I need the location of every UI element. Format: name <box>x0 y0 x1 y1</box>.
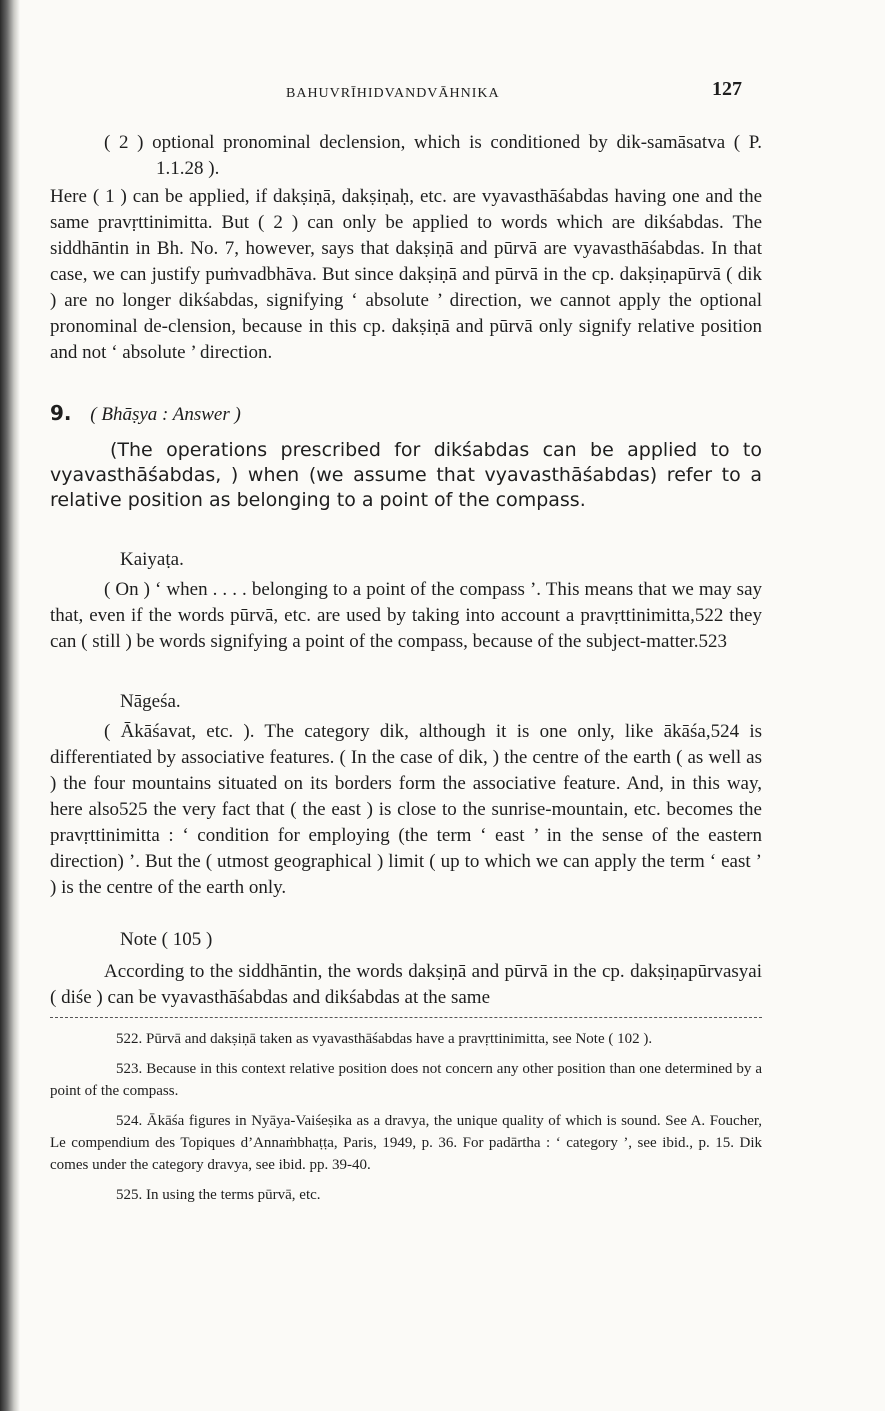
page-number: 127 <box>712 78 742 100</box>
note-105-heading: Note ( 105 ) <box>120 929 213 950</box>
footnote-divider <box>50 1017 762 1018</box>
kaiyata-heading: Kaiyaṭa. <box>120 549 184 570</box>
nagesa-text: ( Ākāśavat, etc. ). The category dik, although it is one only, like ākāśa,524 is differentiated by associative features. ( In the case of dik, ) the centre of the earth ( as well as ) the four mountains situated on its borders form the associative feature. And, in this way, here also525 the very fact that ( the east ) is close to the sunrise-mountain, etc. becomes the pravṛttinimitta : ‘ condition for employing (the term ‘ east ’ in the sense of the eastern direction) ’. But the ( utmost geographical ) limit ( up to which we can apply the term ‘ east ’ ) is the centre of the earth only. <box>50 721 762 898</box>
list-item-2: ( 2 ) optional pronominal declension, which is conditioned by dik-samāsatva ( P. 1.1.28 ). <box>104 132 762 179</box>
section-number: 9. <box>50 401 72 425</box>
nagesa-heading: Nāgeśa. <box>120 691 181 712</box>
footnote-523: 523. Because in this context relative position does not concern any other position than one determined by a point of the compass. <box>50 1061 762 1099</box>
kaiyata-text: ( On ) ‘ when . . . . belonging to a point of the compass ’. This means that we may say that, even if the words pūrvā, etc. are used by taking into account a pravṛttinimitta,522 they can ( still ) be words signifying a point of the compass, because of the subject-matter.523 <box>50 579 762 652</box>
bhasya-text: (The operations prescribed for dikśabdas can be applied to to vyavasthāśabdas, ) when (we assume that vyavasthāśabdas) refer to a relative position as belonging to a point of the compass. <box>50 439 762 511</box>
running-title: BAHUVRĪHIDVANDVĀHNIKA <box>286 86 500 101</box>
book-page <box>50 70 762 1214</box>
note-105-text: According to the siddhāntin, the words dakṣiṇā and pūrvā in the cp. dakṣiṇapūrvasyai ( diśe ) can be vyavasthāśabdas and dikśabdas at the same <box>50 961 762 1008</box>
footnotes <box>50 1028 762 1206</box>
section-title: ( Bhāṣya : Answer ) <box>90 404 241 425</box>
footnote-522: 522. Pūrvā and dakṣiṇā taken as vyavasthāśabdas have a pravṛttinimitta, see Note ( 102 ). <box>116 1031 653 1047</box>
footnote-525: 525. In using the terms pūrvā, etc. <box>116 1187 321 1203</box>
paragraph-1: Here ( 1 ) can be applied, if dakṣiṇā, dakṣiṇaḥ, etc. are vyavasthāśabdas having one and the same pravṛttinimitta. But ( 2 ) can only be applied to words which are dikśabdas. The siddhāntin in Bh. No. 7, however, says that dakṣiṇā and pūrvā are vyavasthāśabdas. In that case, we can justify puṁvadbhāva. But since dakṣiṇā and pūrvā in the cp. dakṣiṇapūrvā ( dik ) are no longer dikśabdas, signifying ‘ absolute ’ direction, we cannot apply the optional pronominal de-clension, because in this cp. dakṣiṇā and pūrvā only signify relative position and not ‘ absolute ’ direction. <box>50 186 762 363</box>
section-9-heading <box>50 400 762 428</box>
page-header <box>50 70 762 106</box>
footnote-524: 524. Ākāśa figures in Nyāya-Vaiśeṣika as a dravya, the unique quality of which is sound. See A. Foucher, Le compendium des Topiques d’Annaṁbhaṭṭa, Paris, 1949, p. 36. For padārtha : ‘ category ’, see ibid., p. 15. Dik comes under the category dravya, see ibid. pp. 39-40. <box>50 1113 762 1173</box>
book-gutter-shadow <box>0 0 20 1411</box>
